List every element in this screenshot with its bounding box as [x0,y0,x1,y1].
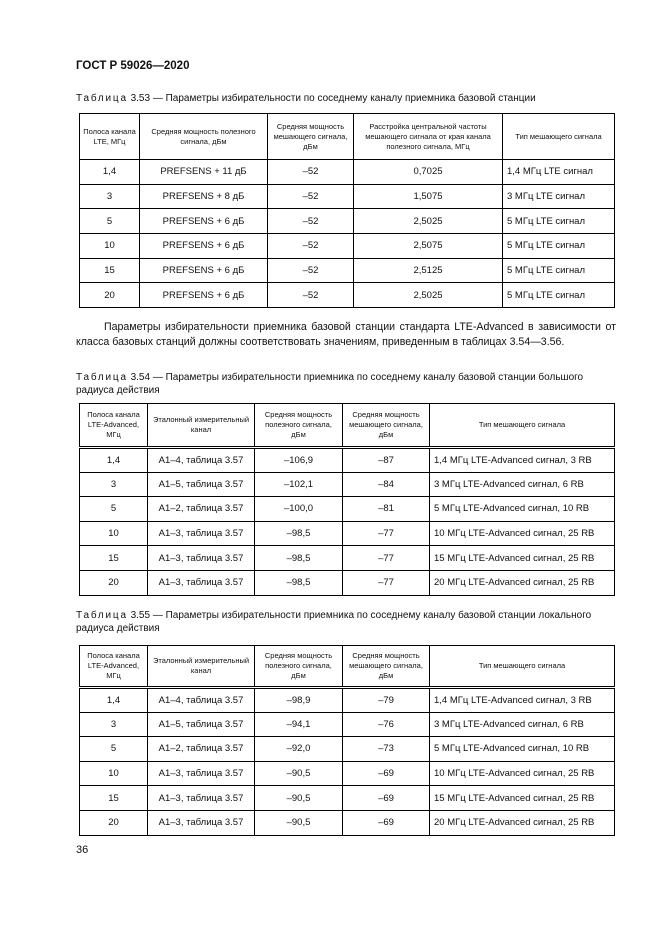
table-354 [79,403,615,596]
table-cell: 2,5025 [354,209,503,234]
table-cell: –52 [268,234,354,259]
table-cell: 1,5075 [354,184,503,209]
table-cell: –77 [343,521,430,546]
table-row [80,521,615,546]
table-row [80,688,615,713]
table-cell: 5 [80,737,148,762]
table-cell: 10 [80,521,148,546]
header-cell: Эталонный измерительный канал [148,646,255,688]
table-cell: –90,5 [255,761,343,786]
table-cell: –69 [343,810,430,835]
table-row [80,209,615,234]
table-row [80,160,615,185]
header-cell: Средняя мощность полезного сигнала, дБм [255,404,343,448]
table-cell: –98,5 [255,570,343,595]
table-row [80,258,615,283]
table-cell: A1–3, таблица 3.57 [148,761,255,786]
table-cell: PREFSENS + 6 дБ [140,209,268,234]
header-cell: Тип мешающего сигнала [430,646,615,688]
table-cell: –90,5 [255,810,343,835]
table-cell: –73 [343,737,430,762]
table-355 [79,645,615,836]
table-cell: 5 [80,209,140,234]
header-cell: Средняя мощность полезного сигнала, дБм [140,114,268,160]
table-cell: 20 [80,283,140,308]
body-paragraph: Параметры избирательности приемника базовой станции стандарта LTE-Advanced в зависимости от класса базовых станций должны соответствовать значениям, приведенным в таблицах 3.54—3.56. [76,321,616,348]
table-cell: 3 [80,184,140,209]
table-355-caption [76,609,616,635]
table-354-caption [76,371,616,397]
header-cell: Полоса канала LTE-Advanced, МГц [80,646,148,688]
table-row [80,737,615,762]
table-cell: A1–5, таблица 3.57 [148,712,255,737]
table-cell: 3 МГц LTE-Advanced сигнал, 6 RB [430,472,615,497]
table-cell: 3 МГц LTE сигнал [503,184,615,209]
header-cell: Эталонный измерительный канал [148,404,255,448]
table-cell: –102,1 [255,472,343,497]
table-cell: PREFSENS + 6 дБ [140,283,268,308]
table-cell: 5 [80,497,148,522]
table-header-row [80,404,615,448]
table-cell: –69 [343,761,430,786]
page-number: 36 [76,844,89,856]
caption-word: Таблица [76,93,128,104]
table-cell: 20 МГц LTE-Advanced сигнал, 25 RB [430,810,615,835]
table-cell: 20 [80,810,148,835]
table-cell: 15 МГц LTE-Advanced сигнал, 25 RB [430,546,615,571]
table-cell: –52 [268,283,354,308]
table-cell: A1–4, таблица 3.57 [148,448,255,473]
table-cell: –90,5 [255,786,343,811]
table-cell: 5 МГц LTE-Advanced сигнал, 10 RB [430,497,615,522]
table-cell: 15 [80,546,148,571]
table-cell: –98,5 [255,546,343,571]
table-cell: 5 МГц LTE сигнал [503,209,615,234]
header-cell: Полоса канала LTE, МГц [80,114,140,160]
table-row [80,786,615,811]
table-row [80,761,615,786]
header-cell: Расстройка центральной частоты мешающего сигнала от края канала полезного сигнала, МГц [354,114,503,160]
table-cell: –52 [268,184,354,209]
table-cell: –81 [343,497,430,522]
table-cell: 10 [80,761,148,786]
table-cell: A1–2, таблица 3.57 [148,497,255,522]
table-cell: 3 МГц LTE-Advanced сигнал, 6 RB [430,712,615,737]
table-cell: –84 [343,472,430,497]
table-row [80,234,615,259]
table-cell: 15 МГц LTE-Advanced сигнал, 25 RB [430,786,615,811]
header-cell: Тип мешающего сигнала [503,114,615,160]
table-cell: –87 [343,448,430,473]
table-cell: PREFSENS + 11 дБ [140,160,268,185]
table-cell: 20 МГц LTE-Advanced сигнал, 25 RB [430,570,615,595]
table-353 [79,113,615,308]
table-cell: PREFSENS + 8 дБ [140,184,268,209]
table-cell: A1–5, таблица 3.57 [148,472,255,497]
table-cell: A1–3, таблица 3.57 [148,521,255,546]
table-cell: 1,4 [80,160,140,185]
header-cell: Средняя мощность мешающего сигнала, дБм [343,646,430,688]
header-cell: Тип мешающего сигнала [430,404,615,448]
table-cell: PREFSENS + 6 дБ [140,258,268,283]
table-cell: A1–2, таблица 3.57 [148,737,255,762]
caption-text: 3.53 — Параметры избирательности по соседнему каналу приемника базовой станции [127,93,536,104]
header-cell: Средняя мощность мешающего сигнала, дБм [343,404,430,448]
table-row [80,570,615,595]
table-cell: 5 МГц LTE сигнал [503,283,615,308]
table-cell: A1–3, таблица 3.57 [148,810,255,835]
table-cell: –98,5 [255,521,343,546]
table-cell: –52 [268,160,354,185]
table-cell: 10 МГц LTE-Advanced сигнал, 25 RB [430,761,615,786]
table-cell: 5 МГц LTE сигнал [503,258,615,283]
table-353-caption [76,92,616,105]
caption-text: 3.54 — Параметры избирательности приемника по соседнему каналу базовой станции большого радиуса действия [76,372,584,396]
table-row [80,184,615,209]
table-cell: –76 [343,712,430,737]
table-cell: 15 [80,786,148,811]
table-cell: 1,4 [80,688,148,713]
caption-word: Таблица [76,610,128,621]
table-cell: 10 [80,234,140,259]
table-cell: 2,5125 [354,258,503,283]
standard-id: ГОСТ Р 59026—2020 [76,60,190,72]
table-cell: PREFSENS + 6 дБ [140,234,268,259]
table-cell: –52 [268,258,354,283]
table-cell: 3 [80,712,148,737]
table-cell: 1,4 МГц LTE-Advanced сигнал, 3 RB [430,448,615,473]
table-header-row [80,114,615,160]
table-header-row [80,646,615,688]
table-cell: 1,4 МГц LTE сигнал [503,160,615,185]
table-cell: –98,9 [255,688,343,713]
header-cell: Полоса канала LTE-Advanced, МГц [80,404,148,448]
table-cell: 1,4 МГц LTE-Advanced сигнал, 3 RB [430,688,615,713]
table-cell: –94,1 [255,712,343,737]
table-cell: –92,0 [255,737,343,762]
table-cell: –100,0 [255,497,343,522]
table-cell: 10 МГц LTE-Advanced сигнал, 25 RB [430,521,615,546]
header-cell: Средняя мощность полезного сигнала, дБм [255,646,343,688]
table-cell: A1–3, таблица 3.57 [148,570,255,595]
table-cell: A1–4, таблица 3.57 [148,688,255,713]
table-cell: –77 [343,546,430,571]
table-cell: 2,5075 [354,234,503,259]
table-cell: –69 [343,786,430,811]
table-row [80,283,615,308]
table-cell: 5 МГц LTE сигнал [503,234,615,259]
table-cell: 5 МГц LTE-Advanced сигнал, 10 RB [430,737,615,762]
table-cell: 0,7025 [354,160,503,185]
table-cell: 1,4 [80,448,148,473]
table-cell: 2,5025 [354,283,503,308]
table-cell: 20 [80,570,148,595]
table-row [80,712,615,737]
table-row [80,472,615,497]
header-cell: Средняя мощность мешающего сигнала, дБм [268,114,354,160]
table-cell: –79 [343,688,430,713]
table-row [80,810,615,835]
table-cell: –52 [268,209,354,234]
table-row [80,546,615,571]
table-cell: 15 [80,258,140,283]
table-row [80,497,615,522]
table-cell: –106,9 [255,448,343,473]
table-cell: A1–3, таблица 3.57 [148,546,255,571]
table-cell: 3 [80,472,148,497]
caption-text: 3.55 — Параметры избирательности приемника по соседнему каналу базовой станции локального радиуса действия [76,610,592,634]
table-cell: A1–3, таблица 3.57 [148,786,255,811]
caption-word: Таблица [76,372,128,383]
table-row [80,448,615,473]
table-cell: –77 [343,570,430,595]
